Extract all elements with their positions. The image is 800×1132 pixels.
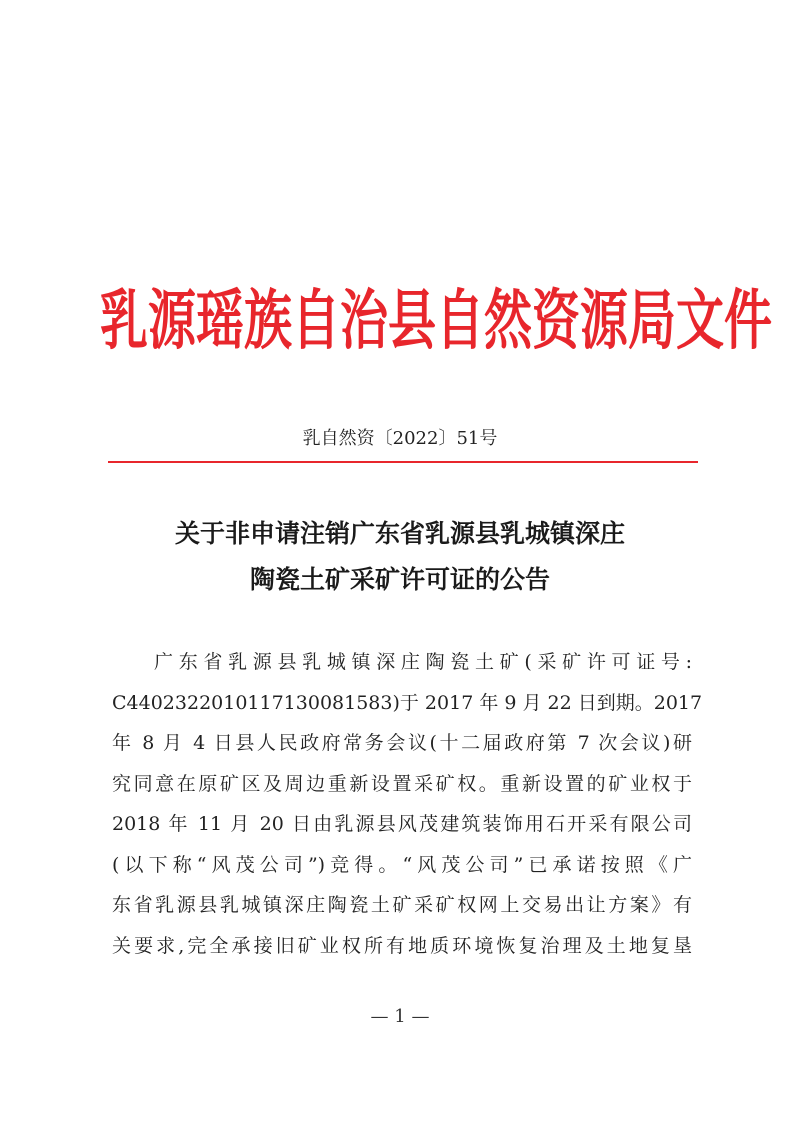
notice-title xyxy=(80,511,720,603)
page-number: — 1 — xyxy=(370,1006,430,1027)
notice-title-line-2: 陶瓷土矿采矿许可证的公告 xyxy=(249,565,550,594)
body-line: 2018 年 11 月 20 日由乳源县风茂建筑装饰用石开采有限公司 xyxy=(112,813,692,835)
body-line: 东省乳源县乳城镇深庄陶瓷土矿采矿权网上交易出让方案》有 xyxy=(112,894,692,916)
body-line: 广东省乳源县乳城镇深庄陶瓷土矿(采矿许可证号: xyxy=(154,651,692,673)
body-line: C4402322010117130081583)于 2017 年 9 月 22 日到期。2017 xyxy=(112,691,703,714)
notice-title-line-1: 关于非申请注销广东省乳源县乳城镇深庄 xyxy=(174,519,625,548)
body-line: 究同意在原矿区及周边重新设置采矿权。重新设置的矿业权于 xyxy=(112,772,692,795)
body-paragraph xyxy=(112,642,703,966)
red-divider xyxy=(108,461,698,463)
masthead-title: 乳源瑶族自治县自然资源局文件 xyxy=(100,282,773,359)
body-line: (以下称“风茂公司”)竞得。“风茂公司”已承诺按照《广 xyxy=(112,853,692,876)
body-line: 关要求,完全承接旧矿业权所有地质环境恢复治理及土地复垦 xyxy=(112,934,692,957)
document-number: 乳自然资〔2022〕51号 xyxy=(302,428,498,449)
body-line: 年 8 月 4 日县人民政府常务会议(十二届政府第 7 次会议)研 xyxy=(112,732,692,754)
